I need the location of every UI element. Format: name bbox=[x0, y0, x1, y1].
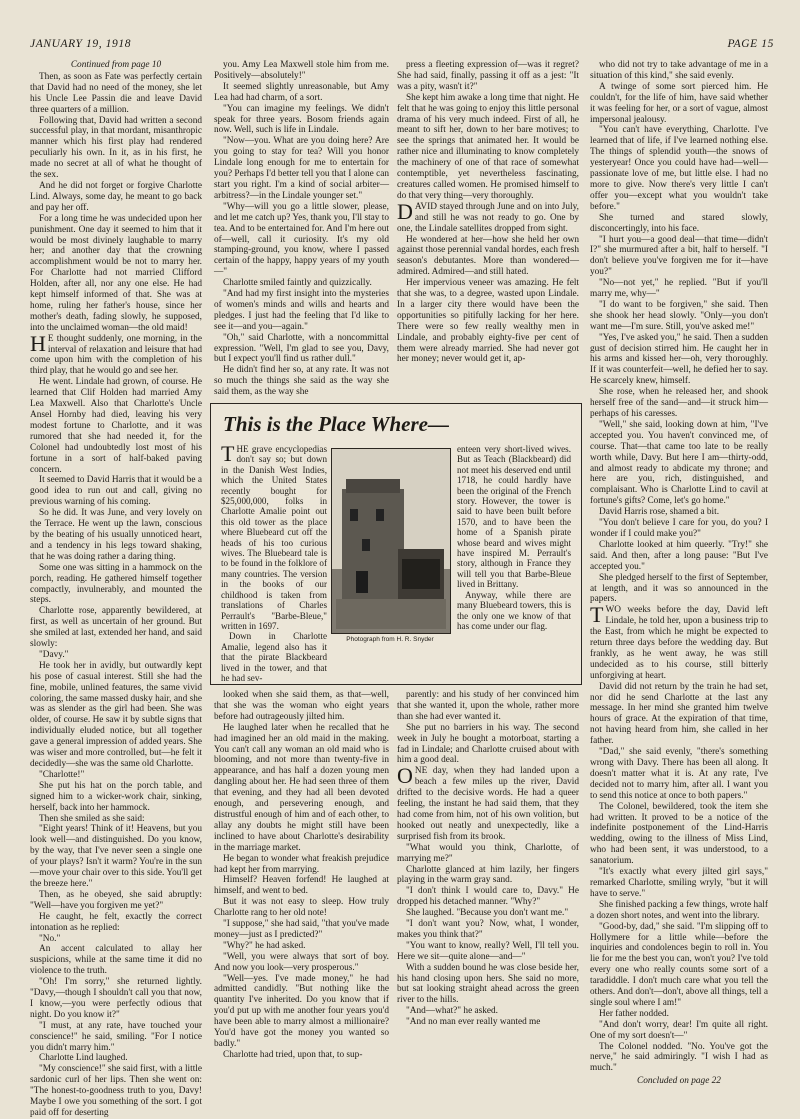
paragraph: With a sudden bound he was close beside her, his hand closing upon hers. She said no more, but sat looking straight ahead across the green river to the hills. bbox=[397, 962, 579, 1006]
paragraph: Himself? Heaven forfend! He laughed at himself, and went to bed. bbox=[214, 875, 389, 897]
paragraph: She finished packing a few things, wrote half a dozen short notes, and went into the library. bbox=[590, 899, 768, 921]
paragraph: A twinge of some sort pierced him. He couldn't, for the life of him, have said whether it was feeling for her, or a sort of vague, almost impersonal jealousy. bbox=[590, 81, 768, 125]
paragraph: He went. Lindale had grown, of course. He learned that Clif Holden had married Amy Lea Maxwell. Also that Charlotte's Uncle Ansel Hornby had died, leaving his very modest fortune to Charlotte, and it was rumored that she had needed it, for the Colonel had undoubtedly lost most of his fortune in a sort of half-baked paving concern. bbox=[30, 377, 202, 475]
column-2-bottom bbox=[214, 690, 389, 1088]
paragraph: "No." bbox=[39, 933, 61, 944]
paragraph: She laughed. "Because you don't want me." bbox=[406, 908, 569, 919]
paragraph: "You want to know, really? Well, I'll tell you. Here we sit—quite alone—and—" bbox=[397, 940, 579, 962]
paragraph: He wondered at her—how she held her own against those perennial vandal hordes, each fresh season's debutantes. More than wondered—admired. Admired—and still hated. bbox=[397, 234, 579, 278]
paragraph: "Oh," said Charlotte, with a noncommittal expression. "Well, I'm glad to see you, Davy, but I expect you'll find us rather dull." bbox=[214, 332, 389, 365]
paragraph: The Colonel nodded. "No. You've got the nerve," he said admiringly. "I wish I had as much." bbox=[590, 1041, 768, 1074]
continued-note: Continued from page 10 bbox=[70, 60, 162, 70]
story-paragraphs bbox=[214, 690, 389, 1061]
story-paragraphs bbox=[30, 72, 202, 334]
column-2-top bbox=[214, 60, 389, 400]
box-paragraphs bbox=[221, 631, 327, 683]
story-paragraphs bbox=[590, 682, 768, 1075]
drop-paragraph: DAVID stayed through June and on into July, and still he was not ready to go. One by one, the Lindale satellites dropped from sight. bbox=[397, 198, 579, 234]
paragraph: "My conscience!" she said first, with a little sardonic curl of her lips. Then she went on: "The honest-to-goodness truth to you, Davy! Maybe I owe you something of the sort. I got paid off for deserting bbox=[30, 1064, 203, 1118]
paragraph: who did not try to take advantage of me in a situation of this kind," she said evenly. bbox=[590, 60, 768, 81]
paragraph: "Yes, I've asked you," he said. Then a sudden gust of decision stirred him. He caught her in his arms and kissed her—oh, very thoroughly. If it was counterfeit—well, he defied her to say. He scarcely knew, himself. bbox=[590, 332, 768, 387]
story-paragraphs bbox=[397, 843, 579, 1028]
paragraph: The Colonel, bewildered, took the item she had written. It proved to be a notice of the indefinite postponement of the Lind-Harris wedding, owing to the illness of Miss Lind, who had been sent, it was understood, to a sanatorium. bbox=[590, 801, 768, 867]
paragraph: Her impervious veneer was amazing. He felt that she was, to a degree, wasted upon Lindale. In a larger city there would have been the opportunities so pitifully lacking for her here. There were so few really wealthy men in Lindale, and probably eighty-five per cent of them were already married. She had never got her money; never would get it, ap- bbox=[397, 278, 579, 365]
drop-paragraph: ONE day, when they had landed upon a beach a few miles up the river, David drifted to the decisive words. He had a queer feeling, the instant he had said them, that they had come from him, not of his own volition, but hooked out neatly and unexpectedly, like a surprised fish from its brook. bbox=[397, 763, 579, 842]
paragraph: "Well," she said, looking down at him, "I've accepted you. You haven't convinced me, of course. That—that came too late to be really worth while, Davy. But here I am—thirty-odd, and almost ready to abdicate my throne; and here are you, rich, distinguished, and complaisant. Who is Charlotte Lind to cavil at fortune's gifts? Come, let's go home." bbox=[590, 419, 768, 507]
paragraph: "You can imagine my feelings. We didn't speak for three years. Bosom friends again now. Well, such is life in Lindale. bbox=[214, 103, 389, 136]
page-number: PAGE 15 bbox=[727, 38, 774, 50]
paragraph: "Well—yes. I've made money," he had admitted candidly. "But nothing like the quantity I've inherited. Do you know that if you'd put up with me another four years you'd have been able to marry almost a millionaire? You'd have got the money you wanted so badly." bbox=[214, 973, 389, 1049]
paragraph: "Why?" he had asked. bbox=[223, 940, 306, 951]
paragraph: "Now—you. What are you doing here? Are you going to stay for tea? Will you honor Lindale long enough for me to entertain for you? Perhaps I'd better tell you that I alone can start you right. I'm a kind of social arbiter—arbitress?—in the Lindale younger set." bbox=[214, 136, 389, 201]
paragraph: Charlotte smiled faintly and quizzically. bbox=[223, 278, 372, 289]
column-1 bbox=[30, 60, 203, 1118]
paragraph: And he did not forget or forgive Charlotte Lind. Always, some day, he meant to go back and pay her off. bbox=[30, 180, 202, 213]
paragraph: "I hurt you—a good deal—that time—didn't I?" she murmured after a bit, half to herself. "I don't believe you've forgiven me for it—have you?" bbox=[590, 234, 768, 278]
box-text-left: THE grave encyclopedias don't say so; but down in the Danish West Indies, which the United States recently bought for $25,000,000, folks in Charlotte Amalie point out this old tower as the place where Bluebeard cut off the heads of his too curious wives. The Bluebeard tale is to be found in the folklore of many countries. The version in the books of our childhood is taken from translations of Charles Perrault's "Barbe-Bleue," written in 1697. Down in Charlotte Amalie, legend also has it that the pirate Blackbeard lived in the tower, and that he had sev- bbox=[221, 441, 327, 683]
paragraph: "Oh! I'm sorry," she returned lightly. "Davy,—though I shouldn't call you that now, I know,—you were perfectly odious that night. Do you know it?" bbox=[30, 977, 202, 1020]
paragraph: "You can't have everything, Charlotte. I've learned that of life, if I've learned nothing else. The things of splendid youth—the snows of yesteryear! Once you could have had—well—passionate love of me, but little else. I had no more to give. Now there's very little I can't offer you—except what you wouldn't take before." bbox=[590, 125, 768, 212]
box-paragraphs bbox=[457, 590, 571, 632]
paragraph: "Davy." bbox=[39, 649, 69, 660]
paragraph: An accent calculated to allay her suspicions, while at the same time it did no violence to the truth. bbox=[30, 944, 202, 977]
paragraph: "It's exactly what every jilted girl says," remarked Charlotte, smiling wryly, "but it will have to serve." bbox=[590, 867, 768, 899]
paragraph: Charlotte Lind laughed. bbox=[39, 1053, 128, 1064]
paragraph: "I must, at any rate, have touched your conscience!" he said, smiling. "For I notice you didn't marry him." bbox=[30, 1020, 202, 1053]
story-paragraphs bbox=[397, 690, 579, 766]
drop-paragraph: H E thought suddenly, one morning, in the interval of relaxation and leisure that had come upon him with the completion of his third play, that he would go and see her. bbox=[30, 330, 202, 377]
column-4 bbox=[590, 60, 768, 1088]
paragraph: "And no man ever really wanted me bbox=[406, 1017, 541, 1028]
paragraph: He didn't find her so, at any rate. It was not so much the things she said as the way she said them, as the way she bbox=[214, 365, 389, 398]
paragraph: It seemed to David Harris that it would be a good idea to run out and call, giving no previous warning of his coming. bbox=[30, 475, 202, 508]
paragraph: He began to wonder what freakish prejudice had kept her from marrying. bbox=[214, 853, 389, 875]
paragraph: looked when she said them, as that—well, that she was the woman who eight years before had outrageously jilted him. bbox=[214, 690, 389, 722]
paragraph: "Why—will you go a little slower, please, and let me catch up? Yes, thank you, I'll stay to tea. And to be entertained for. And I'm here out of—well, call it curiosity. It's my old stamping-ground, you know, where I passed certain of the happy, happy years of my youth—" bbox=[214, 201, 389, 278]
paragraph: "And don't worry, dear! I'm quite all right. One of my sort doesn't—" bbox=[590, 1019, 768, 1041]
drop-paragraph: TWO weeks before the day, David left Lindale, he told her, upon a business trip to the East, from which he might be expected to return three days before the wedding day. But frankly, as he went away, he was still undecided as to his course, still bitterly unforgiving at heart. bbox=[590, 602, 768, 681]
story-paragraphs bbox=[30, 377, 202, 1119]
drop-cap: T bbox=[221, 441, 235, 466]
paragraph: Following that, David had written a second successful play, in that mordant, misanthropic manner which his first play had rendered peculiarly his own. In it, as in his first, he made no secret at all of what he thought of the sex. bbox=[30, 115, 202, 181]
paragraph: "Dad," she said evenly, "there's something wrong with Davy. There has been all along. It doesn't matter what it is. At any rate, I've decided not to marry him, after all. I want you to send this notice at once to both papers." bbox=[590, 747, 768, 801]
paragraph: David did not return by the train he had set, nor did he send Charlotte at the last any message. In her mind she granted him twelve hours of grace. At the expiration of that time, not having heard from him, she called in her father. bbox=[590, 681, 768, 747]
paragraph: She rose, when he released her, and shook herself free of the sand—and—it struck him—perhaps of his caresses. bbox=[590, 387, 768, 419]
paragraph: Anyway, while there are many Bluebeard towers, this is the only one we know of that has come under our flag. bbox=[457, 589, 571, 631]
paragraph: But it was not easy to sleep. How truly Charlotte rang to her old note! bbox=[214, 897, 389, 919]
paragraph: "Eight years! Think of it! Heavens, but you look well—and distinguished. Do you know, by the way, that I've never seen a single one of your plays? Isn't it warm? You're in the sun—move your chair over to this side. You'll get the breeze here." bbox=[30, 824, 202, 889]
paragraph: She turned and stared slowly, disconcertingly, into his face. bbox=[590, 212, 768, 234]
paragraph: "I don't think I would care to, Davy." He dropped his detached manner. "Why?" bbox=[397, 886, 579, 908]
paragraph: Charlotte looked at him queerly. "Try!" she said. And then, after a long pause: "But I've accepted you." bbox=[590, 539, 768, 572]
photo-caption: Photograph from H. R. Snyder bbox=[346, 636, 434, 643]
column-3-bottom bbox=[397, 690, 579, 1088]
paragraph: press a fleeting expression of—was it regret? She had said, finally, passing it off as a jest: "It was a pity, wasn't it?" bbox=[397, 60, 579, 92]
column-3-top bbox=[397, 60, 579, 400]
paragraph: "Good-by, dad," she said. "I'm slipping off to Hollymere for a little while—before the inquiries and condolences begin to roll in. You lie for me the best you can, won't you? I've told every one who really counts some sort of a taradiddle. I don't much care what you tell the others. And don't—don't, above all things, tell a single soul where I am!" bbox=[590, 921, 768, 1008]
paragraph: Charlotte glanced at him lazily, her fingers playing in the warm gray sand. bbox=[397, 864, 579, 886]
tower-photo bbox=[331, 448, 451, 634]
paragraph: parently: and his study of her convinced him that she wanted it, upon the whole, rather more than she had ever wanted it. bbox=[397, 690, 579, 722]
paragraph: "What would you think, Charlotte, of marrying me?" bbox=[397, 842, 579, 864]
paragraph: "No—not yet," he replied. "But if you'll marry me, why—" bbox=[590, 278, 768, 300]
drop-cap: T bbox=[590, 602, 604, 628]
drop-cap: D bbox=[397, 198, 413, 224]
paragraph: Then she smiled as she said: bbox=[39, 813, 145, 824]
paragraph: She put his hat on the porch table, and signed him to a wicker-work chair, sinking, herself, back into her hammock. bbox=[30, 780, 202, 813]
paragraph: She put no barriers in his way. The second week in July he bought a motorboat, starting a fad in Lindale; and Charlotte cruised about with him a good deal. bbox=[397, 722, 579, 766]
paragraph: She pledged herself to the first of September, at length, and it was so announced in the papers. bbox=[590, 572, 768, 605]
paragraph: She kept him awake a long time that night. He felt that he was going to enjoy this little personal drama of his very much indeed. First of all, he meant to sift her, down to her bare motives; to see the springs that animated her. It would be rather nice and illuminating to know completely the machinery of one of that race of somewhat contemptible, yet nevertheless fascinating, creatures called women. He promised himself to do that very thing—very thoroughly. bbox=[397, 92, 579, 201]
paragraph: So he did. It was June, and very lovely on the Terrace. He went up the lawn, conscious by the beating of his usually unnoticed heart, and a tendency in his legs toward shaking, that he was doing rather a daring thing. bbox=[30, 508, 202, 562]
paragraph: For a long time he was undecided upon her punishment. One day it seemed to him that it would be most divinely laughable to marry her; and another day that the crowning accomplishment would be not to marry her. For Charlotte had not married Clifford Holden, after all, nor any one else. He had kept himself informed of that. She was at home, ruling her father's house, since her mother's death, fading slowly, he supposed, into the unclaimed woman—the old maid! bbox=[30, 213, 202, 333]
paragraph: "I don't want you? Now, what, I wonder, makes you think that?" bbox=[397, 919, 579, 940]
drop-cap: H bbox=[30, 330, 46, 356]
paragraph: He laughed later when he recalled that he had imagined her an old maid in the making. You can't call any woman an old maid who is blooming, and not more than twenty-five in appearance, and has half a dozen young men dangling about her. He had seen three of them that evening, and they had all been devoted enough, and persevering enough, and distrustful enough of him and of each other, to allay any doubts he might still have been inclined to have about Charlotte's desirability in the marriage market. bbox=[214, 722, 389, 853]
paragraph: "And had my first insight into the mysteries of women's minds and wills and hearts and pledges. I just had the feeling that I'd like to see it—and you—again." bbox=[214, 289, 389, 332]
paragraph: Some one was sitting in a hammock on the porch, reading. He gathered himself together compactly, invulnerably, and mounted the steps. bbox=[30, 562, 202, 606]
box-text-right: enteen very short-lived wives. But as Teach (Blackbeard) did not meet his deserved end until 1718, he could hardly have been the original of the French story. However, the tower is said to have been built before 1570, and to have been the home of a Spanish pirate whose beard and wives might have inspired M. Perrault's story, although in France they will tell you that Barbe-Bleue lived in Brittany. Anyway, while there are many Bluebeard towers, this is the only one we know of that has come under our flag. bbox=[457, 444, 571, 631]
paragraph: Charlotte rose, apparently bewildered, at first, as well as uncertain of her ground. But she smiled at last, extended her hand, and said slowly: bbox=[30, 606, 202, 650]
paragraph: "You don't believe I care for you, do you? I wonder if I could make you?" bbox=[590, 518, 768, 539]
box-title: This is the Place Where— bbox=[223, 412, 449, 436]
sidebar-box bbox=[210, 403, 582, 685]
issue-date: JANUARY 19, 1918 bbox=[30, 38, 132, 50]
paragraph: "I suppose," she had said, "that you've made money—just as I predicted?" bbox=[214, 919, 389, 940]
paragraph: David Harris rose, shamed a bit. bbox=[599, 507, 720, 518]
paragraph: He took her in avidly, but outwardly kept his pose of casual interest. Still she had the fine, mobile, unlined features, the same vivid coloring, the same massed dusky hair, and she was as slender as the girl had been. She was older, of course. He saw it by subtle signs that individually eluded notice, but all together gave a general impression of added years. She was wiser and more controlled, but—he felt it decidedly—she was the same old Charlotte. bbox=[30, 660, 202, 769]
paragraph: "And—what?" he asked. bbox=[406, 1006, 499, 1017]
story-paragraphs bbox=[590, 60, 768, 605]
paragraph: "Charlotte!" bbox=[39, 769, 85, 780]
story-paragraphs bbox=[397, 235, 579, 366]
paragraph: "I do want to be forgiven," she said. Then she shook her head slowly. "Only—you don't want me—I'm sure. Still, you've asked me!" bbox=[590, 299, 768, 332]
drop-cap: O bbox=[397, 763, 413, 789]
paragraph: Charlotte had tried, upon that, to sup- bbox=[223, 1049, 363, 1060]
concluded-note: Concluded on page 22 bbox=[637, 1076, 721, 1087]
paragraph: Then, as soon as Fate was perfectly certain that David had no need of the money, she let his Uncle Lee Passin die and leave David three quarters of a million. bbox=[30, 71, 202, 115]
paragraph: It seemed slightly unreasonable, but Amy Lea had had charm, of a sort. bbox=[214, 81, 389, 103]
story-paragraphs bbox=[397, 60, 579, 202]
story-paragraphs bbox=[214, 60, 389, 398]
paragraph: He caught, he felt, exactly the correct intonation as he replied: bbox=[30, 911, 202, 933]
paragraph: Her father nodded. bbox=[599, 1008, 669, 1019]
paragraph: "Well, you were always that sort of boy. And now you look—very prosperous." bbox=[214, 951, 389, 973]
paragraph: you. Amy Lea Maxwell stole him from me. Positively—absolutely!" bbox=[214, 60, 389, 81]
paragraph: Down in Charlotte Amalie, legend also has it that the pirate Blackbeard lived in the tower, and that he had sev- bbox=[221, 631, 327, 683]
paragraph: Then, as he obeyed, she said abruptly: "Well—have you forgiven me yet?" bbox=[30, 889, 202, 911]
